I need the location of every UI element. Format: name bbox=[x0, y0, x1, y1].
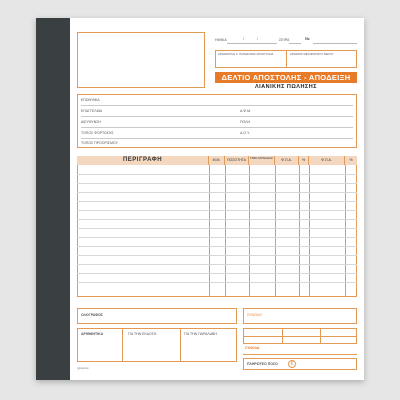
profession-label: ΕΠΑΓΓΕΛΜΑ bbox=[81, 109, 102, 113]
totals-label: ΣΥΝΟΛΑ bbox=[245, 346, 260, 350]
vat-label: Α.Φ.Μ. bbox=[240, 109, 251, 113]
table-row bbox=[77, 210, 357, 211]
col-description: ΠΕΡΙΓΡΑΦΗ bbox=[77, 156, 209, 165]
col-unit-price: ΤΙΜΗ ΜΟΝΑΔΑΣ bbox=[249, 156, 275, 165]
table-row bbox=[77, 174, 357, 175]
destination-label: ΤΟΠΟΣ ΠΡΟΟΡΙΣΜΟΥ bbox=[81, 141, 118, 145]
table-row bbox=[77, 255, 357, 256]
issuer-sign-label: ΓΙΑ ΤΗΝ ΕΚΔΟΣΗ bbox=[128, 332, 157, 336]
table-row bbox=[77, 273, 357, 274]
tax-office-label: Δ.Ο.Υ. bbox=[240, 131, 250, 135]
col-vat-2: Φ.Π.Α. bbox=[309, 156, 345, 165]
series-label: ΣΕΙΡΑ bbox=[279, 38, 290, 42]
euro-icon: € bbox=[288, 360, 296, 368]
table-row bbox=[77, 201, 357, 202]
table-row bbox=[77, 228, 357, 229]
customer-box bbox=[77, 94, 357, 148]
logo-box bbox=[77, 32, 205, 88]
table-row bbox=[77, 237, 357, 238]
col-unit: Μ.Μ. bbox=[209, 156, 225, 165]
signatures-box bbox=[77, 328, 237, 362]
subtotal-label: ΣΥΝΟΛΟ bbox=[247, 313, 262, 317]
city-label: ΠΟΛΗ bbox=[240, 120, 251, 124]
payable-label: ΠΛΗΡΩΤΕΟ ΠΟΣΟ bbox=[247, 362, 278, 366]
table-row bbox=[77, 219, 357, 220]
col-vat-pct-2: % bbox=[345, 156, 357, 165]
document-title-banner bbox=[215, 72, 357, 83]
document-subtitle: ΛΙΑΝΙΚΗΣ ΠΩΛΗΣΗΣ bbox=[254, 84, 318, 90]
table-row bbox=[77, 246, 357, 247]
binding-spine bbox=[36, 18, 70, 380]
payable-box bbox=[243, 358, 357, 370]
table-row bbox=[77, 282, 357, 283]
number-label: № bbox=[305, 36, 310, 41]
date-number-strip: ΗΜΝΙΑ / / ΣΕΙΡΑ № bbox=[215, 36, 357, 46]
brand-mark: typotrust bbox=[77, 366, 89, 370]
transport-box: ΑΡΙΘΜΗΤΙΚΗ Α. ΠΑΡΑΔΟΣΗΣ ΑΠΟΣΤΟΛΗΣ ΑΡΙΘΜΟΣ ΜΕΤΑΦΟΡΙΚΟΥ ΜΕΣΟΥ bbox=[215, 50, 357, 68]
loading-place-label: ΤΟΠΟΣ ΦΟΡΤΩΣΗΣ bbox=[81, 131, 114, 135]
invoice-form bbox=[77, 32, 357, 376]
name-label: ΕΠΩΝΥΜΙΑ bbox=[81, 98, 100, 102]
totals-grid bbox=[243, 328, 357, 344]
receiver-sign-label: ΓΙΑ ΤΗΝ ΠΑΡΑΛΑΒΗ bbox=[184, 332, 217, 336]
col-vat-pct-1: % bbox=[299, 156, 309, 165]
address-label: ΔΙΕΥΘΥΝΣΗ bbox=[81, 120, 101, 124]
document-title: ΔΕΛΤΙΟ ΑΠΟΣΤΟΛΗΣ - ΑΠΟΔΕΙΞΗ bbox=[221, 73, 351, 82]
table-row bbox=[77, 192, 357, 193]
subtotal-box bbox=[243, 308, 357, 324]
amount-words-label: ΟΛΟΓΡΑΦΩΣ bbox=[81, 313, 103, 317]
table-row bbox=[77, 264, 357, 265]
table-row bbox=[77, 183, 357, 184]
date-label: ΗΜΝΙΑ bbox=[215, 38, 227, 42]
col-quantity: ΠΟΣΟΤΗΤΑ bbox=[225, 156, 249, 165]
amount-words-box bbox=[77, 308, 237, 324]
items-table bbox=[77, 156, 357, 297]
col-vat-1: Φ.Π.Α. bbox=[275, 156, 299, 165]
arithmetic-label: ΑΡΙΘΜΗΤΙΚΑ bbox=[81, 332, 104, 336]
